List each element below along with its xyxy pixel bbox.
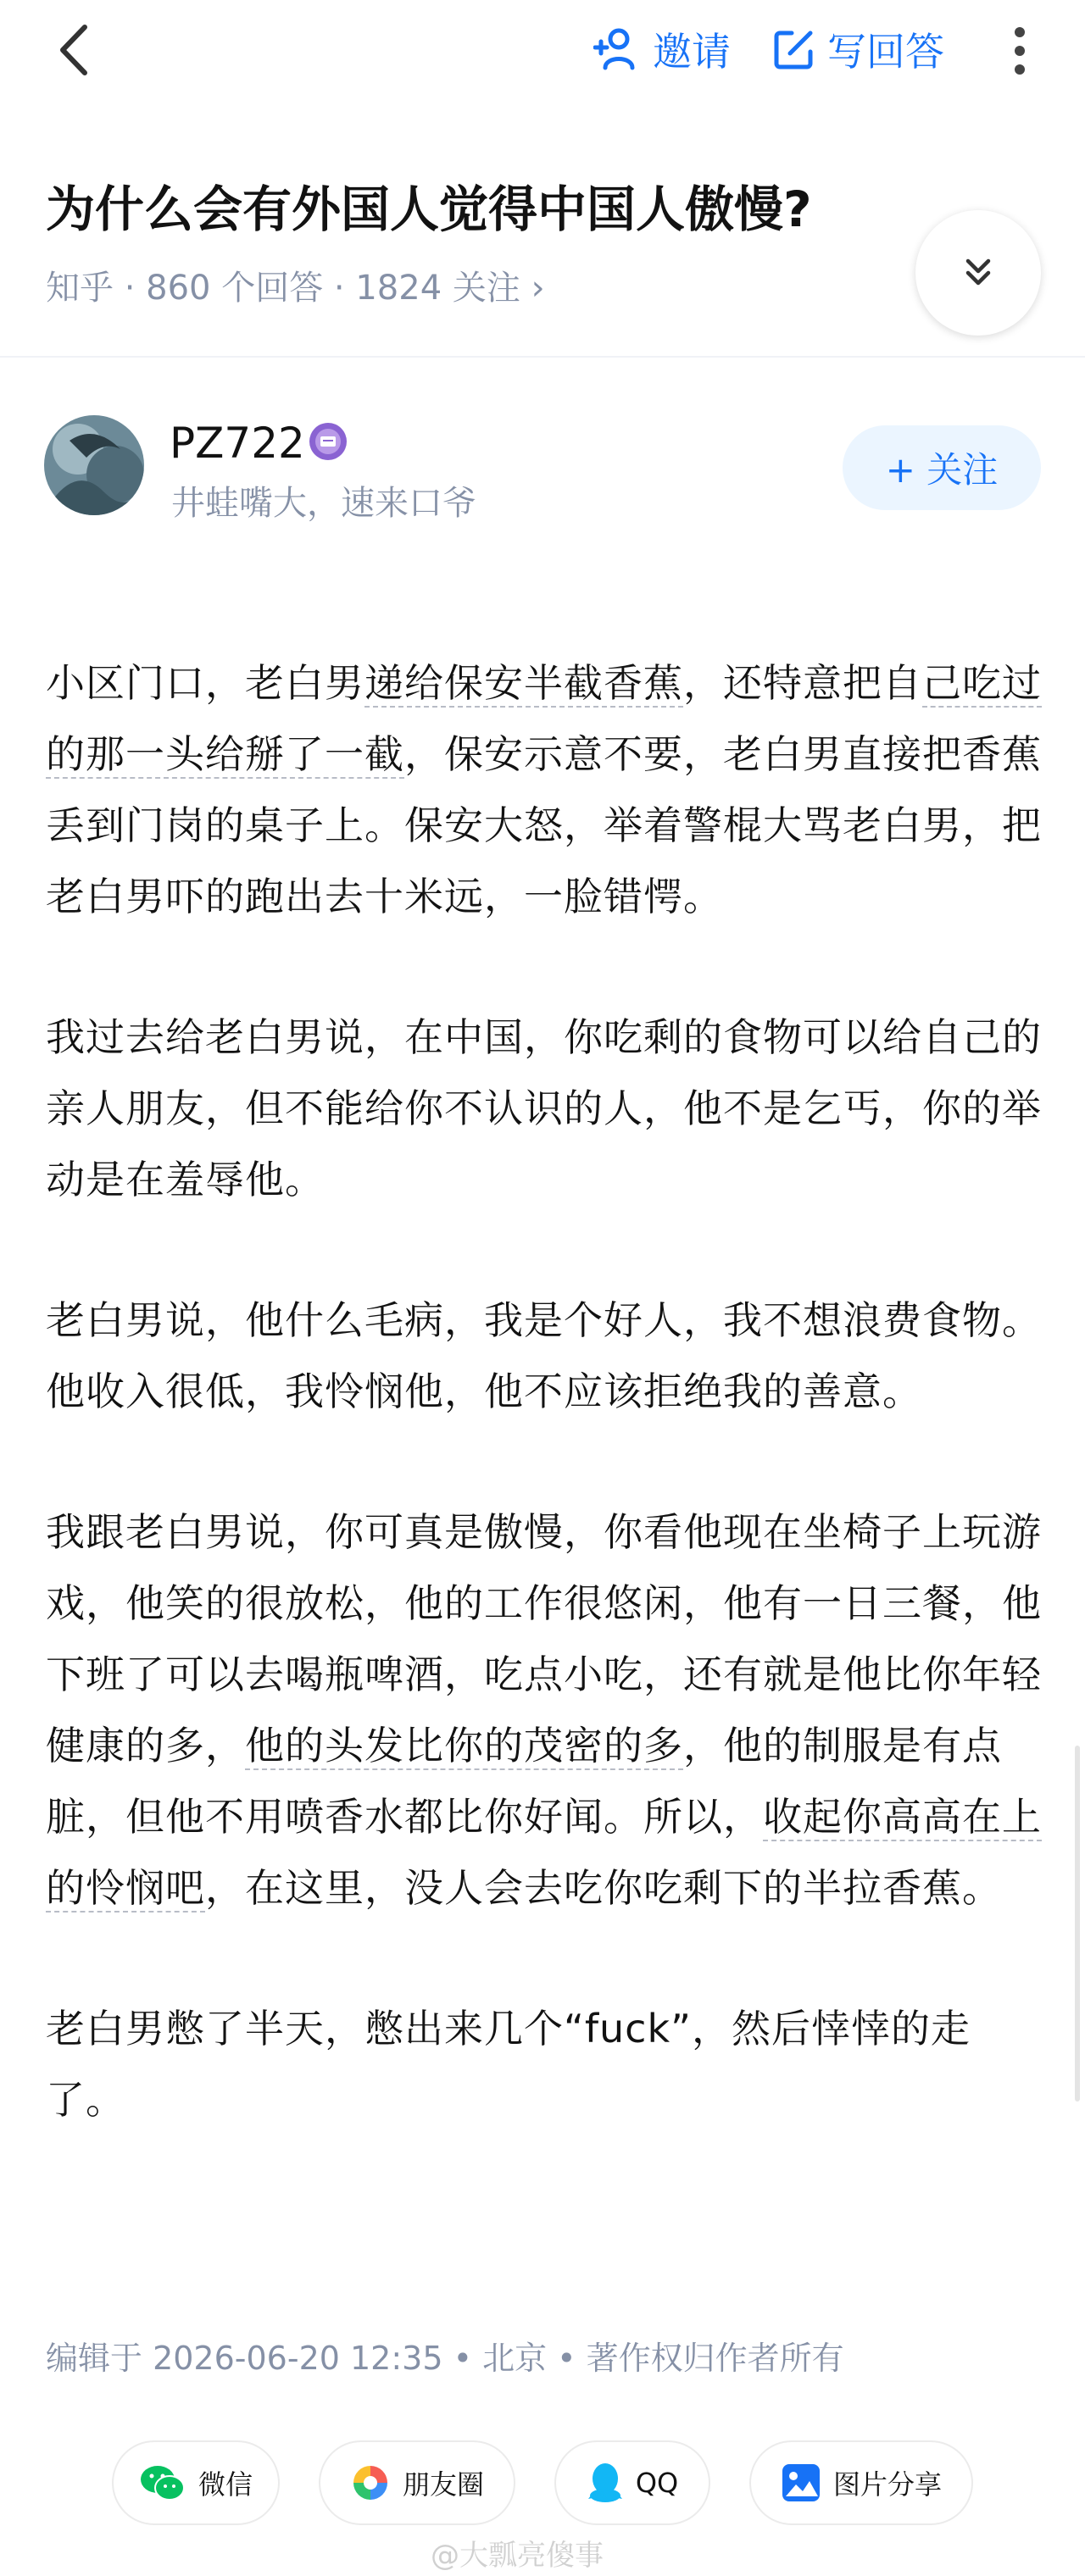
author-name[interactable]: PZ722	[170, 419, 305, 468]
text-segment: ，他的制服是有点脏，但他不用喷香水都比你好闻。所以，	[46, 1723, 1002, 1840]
qq-icon	[587, 2462, 624, 2504]
share-wechat-button[interactable]	[112, 2440, 280, 2525]
avatar-image	[44, 415, 144, 515]
write-answer-label: 写回答	[827, 29, 944, 75]
text-segment: 小区门口，老白男	[46, 660, 364, 706]
add-user-icon	[593, 27, 641, 71]
edit-info: 编辑于 2026-06-20 12:35 • 北京 • 著作权归作者所有	[46, 2340, 844, 2377]
invite-button[interactable]	[593, 24, 731, 75]
invite-label: 邀请	[653, 29, 731, 75]
answer-paragraph-3: 老白男说，他什么毛病，我是个好人，我不想浪费食物。他收入很低，我怜悯他，他不应该拒绝我的善意。	[46, 1297, 1042, 1414]
question-meta[interactable]: 知乎 · 860 个回答 · 1824 关注 ›	[46, 269, 545, 308]
share-image-button[interactable]	[749, 2440, 973, 2525]
text-segment: 我跟老白男说，你可真是傲慢，你看他现在坐椅子上玩游戏，他笑的很放松，他的工作很悠闲，他有一日三餐，他下班了可以去喝瓶啤酒，吃点小吃，还有就是他比你年轻健康的多，	[46, 1509, 1042, 1768]
certification-badge-icon	[307, 420, 349, 463]
answer-paragraph-4	[46, 1496, 1046, 1924]
share-image-label: 图片分享	[832, 2468, 942, 2501]
question-title: 为什么会有外国人觉得中国人傲慢?	[46, 180, 812, 238]
more-vertical-icon	[1007, 24, 1032, 78]
edit-icon	[773, 28, 815, 70]
top-bar	[0, 0, 1085, 102]
highlighted-text[interactable]: 他的头发比你的茂密的多	[245, 1723, 683, 1768]
share-moments-button[interactable]	[319, 2440, 515, 2525]
double-chevron-down-icon	[961, 256, 995, 290]
author-bio: 井蛙嘴大，速来口爷	[171, 484, 476, 523]
scrollbar[interactable]	[1075, 1746, 1080, 2101]
text-segment: ，还特意把自	[683, 660, 922, 706]
watermark: @大瓢亮傻事	[431, 2539, 604, 2573]
share-qq-label: QQ	[635, 2467, 679, 2499]
more-options-button[interactable]	[1007, 24, 1032, 78]
answer-paragraph-5: 老白男憋了半天，憋出来几个“fuck”，然后悻悻的走了。	[46, 2006, 971, 2123]
header-divider	[0, 356, 1085, 358]
share-qq-button[interactable]	[554, 2440, 710, 2525]
image-share-icon	[781, 2462, 821, 2503]
share-moments-label: 朋友圈	[402, 2468, 484, 2501]
answer-paragraph-1	[46, 647, 1046, 932]
highlighted-text[interactable]: 递给保安半截香蕉	[364, 660, 683, 706]
answer-paragraph-2: 我过去给老白男说，在中国，你吃剩的食物可以给自己的亲人朋友，但不能给你不认识的人，他不是乞丐，你的举动是在羞辱他。	[46, 1014, 1042, 1202]
highlighted-text[interactable]: 收起你高高在上的怜悯吧	[46, 1794, 1042, 1911]
back-button[interactable]	[51, 22, 102, 78]
moments-icon	[350, 2462, 391, 2503]
highlighted-text[interactable]: 己吃过的那一头给掰了一截	[46, 660, 1042, 777]
chevron-left-icon	[51, 22, 102, 78]
follow-button[interactable]: + 关注	[843, 425, 1041, 510]
text-segment: ，保安示意不要，老白男直接把香蕉丢到门岗的桌子上。保安大怒，举着警棍大骂老白男，把老白男吓的跑出去十米远，一脸错愕。	[46, 731, 1042, 919]
answer-content	[46, 647, 1046, 2205]
collapse-button[interactable]	[915, 210, 1041, 336]
write-answer-button[interactable]	[773, 24, 944, 75]
avatar[interactable]	[44, 415, 144, 515]
text-segment: ，在这里，没人会去吃你吃剩下的半拉香蕉。	[205, 1865, 1002, 1911]
wechat-icon	[139, 2462, 186, 2503]
share-wechat-label: 微信	[198, 2468, 253, 2501]
